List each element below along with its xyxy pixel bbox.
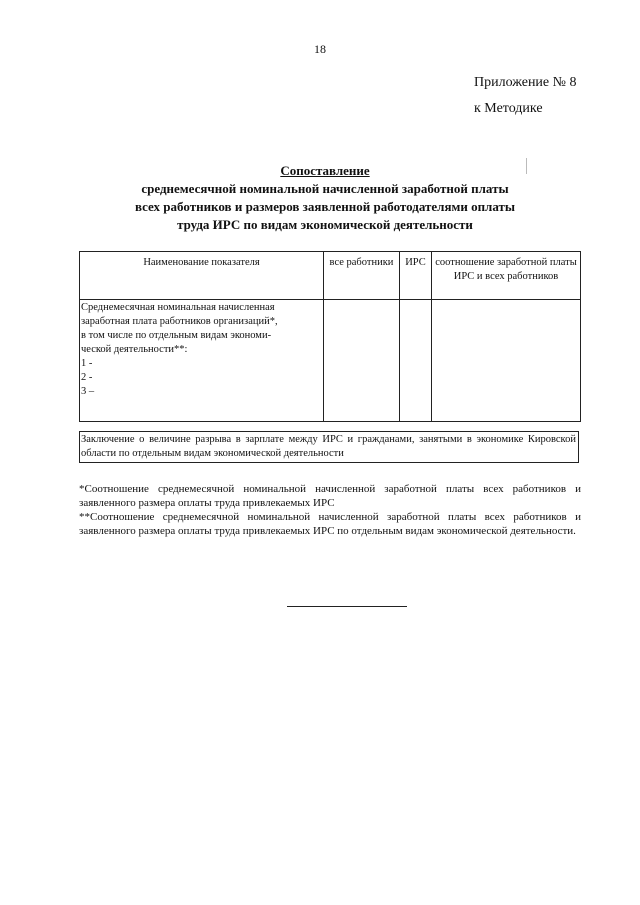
header-irs: ИРС <box>400 252 432 300</box>
document-title <box>60 162 590 234</box>
indicator-cell <box>80 300 324 422</box>
table-header-row <box>80 252 581 300</box>
footnote-1: *Соотношение среднемесячной номинальной начисленной заработной платы всех работников и заявленного размера оплаты труда привлекаемых ИРС <box>79 483 581 509</box>
ratio-cell <box>432 300 581 422</box>
comparison-table <box>79 251 581 422</box>
title-line-3: всех работников и размеров заявленной работодателями оплаты <box>134 199 516 214</box>
indicator-line-2: заработная плата работников организаций*, <box>81 316 278 327</box>
all-workers-cell <box>324 300 400 422</box>
end-divider <box>287 606 407 607</box>
footnotes <box>79 482 581 538</box>
appendix-label <box>474 70 577 122</box>
table-row <box>80 300 581 422</box>
indicator-item-1: 1 - <box>81 358 93 369</box>
title-line-4: труда ИРС по видам экономической деятельности <box>177 217 473 232</box>
header-indicator: Наименование показателя <box>80 252 324 300</box>
header-ratio: соотношение заработной платы ИРС и всех работников <box>432 252 581 300</box>
indicator-line-1: Среднемесячная номинальная начисленная <box>81 302 275 313</box>
title-line-1: Сопоставление <box>280 163 370 178</box>
footnote-2: **Соотношение среднемесячной номинальной начисленной заработной платы всех работников и заявленного размера оплаты труда привлекаемых ИРС по отдельным видам экономической деятельности. <box>79 511 581 537</box>
appendix-reference: к Методике <box>474 101 543 116</box>
header-all-workers: все работники <box>324 252 400 300</box>
indicator-line-3: в том числе по отдельным видам экономи- <box>81 330 272 341</box>
title-line-2: среднемесячной номинальной начисленной заработной платы <box>141 181 509 196</box>
appendix-number: Приложение № 8 <box>474 75 577 90</box>
indicator-item-3: 3 – <box>81 386 95 397</box>
indicator-line-4: ческой деятельности**: <box>81 344 188 355</box>
page-number: 18 <box>314 42 326 56</box>
irs-cell <box>400 300 432 422</box>
indicator-item-2: 2 - <box>81 372 93 383</box>
conclusion-box: Заключение о величине разрыва в зарплате между ИРС и гражданами, занятыми в экономике Кировской области по отдельным видам экономической деятельности <box>79 431 579 463</box>
